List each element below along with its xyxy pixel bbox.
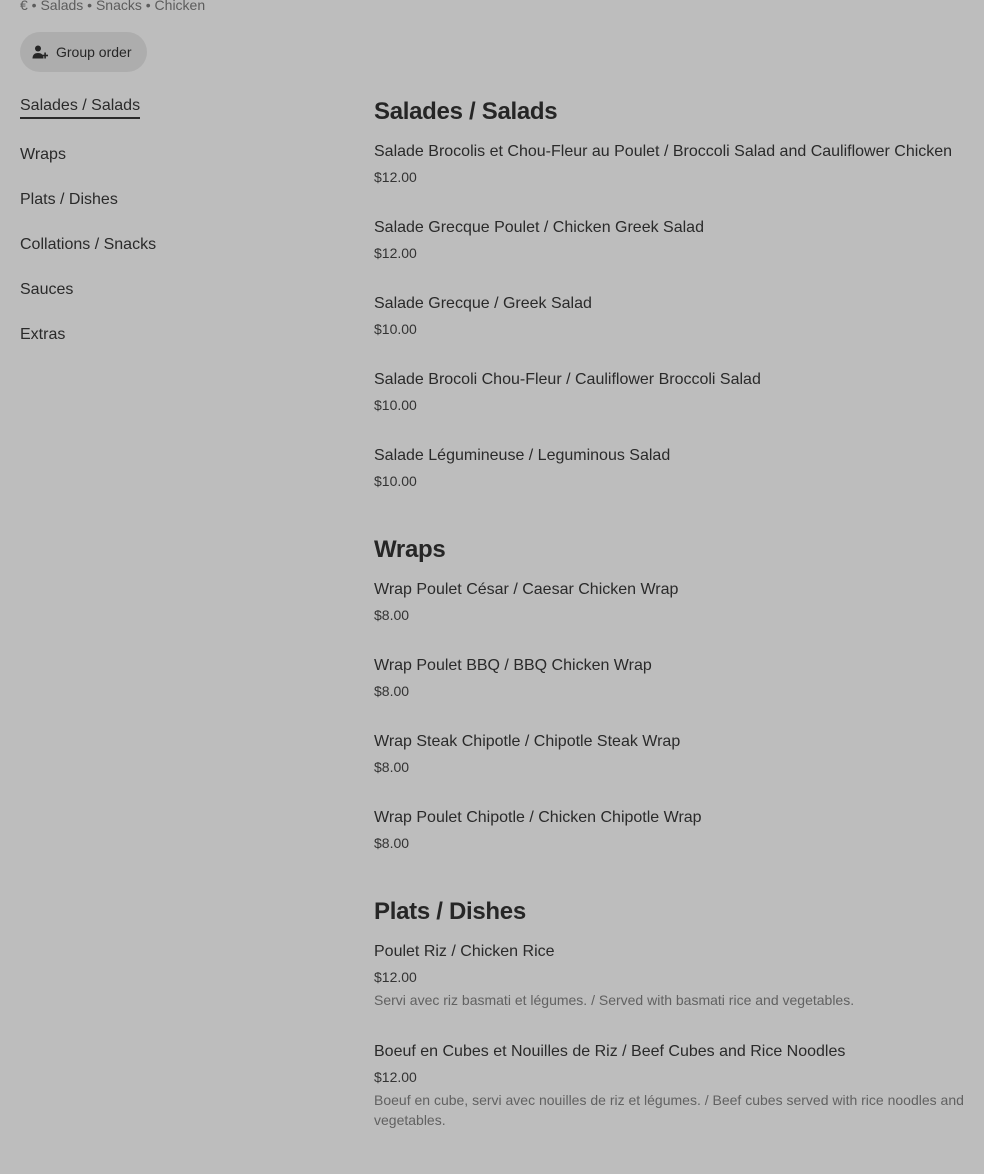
item-name: Wrap Poulet Chipotle / Chicken Chipotle Wrap	[374, 809, 702, 826]
menu-item[interactable]	[374, 294, 964, 338]
menu-item[interactable]	[374, 656, 964, 700]
item-description: Servi avec riz basmati et légumes. / Served with basmati rice and vegetables.	[374, 992, 855, 1008]
item-price: $10.00	[374, 397, 417, 413]
item-name: Salade Brocoli Chou-Fleur / Cauliflower Broccoli Salad	[374, 371, 761, 388]
menu-section-wraps	[374, 534, 964, 852]
menu-item[interactable]	[374, 446, 964, 490]
group-order-label: Group order	[56, 44, 132, 60]
menu-section-dishes	[374, 896, 964, 1130]
item-description: Boeuf en cube, servi avec nouilles de riz et légumes. / Beef cubes served with rice noodles and vegetables.	[374, 1092, 964, 1128]
nav-item-sauces[interactable]	[20, 280, 320, 301]
item-name: Salade Légumineuse / Leguminous Salad	[374, 447, 671, 464]
category-nav	[20, 96, 320, 370]
menu-section-salads	[374, 96, 964, 490]
nav-item-salads[interactable]	[20, 96, 320, 119]
item-price: $10.00	[374, 473, 417, 489]
item-price: $12.00	[374, 169, 417, 185]
item-name: Salade Brocolis et Chou-Fleur au Poulet / Broccoli Salad and Cauliflower Chicken	[374, 143, 953, 160]
menu-list	[374, 96, 964, 1174]
store-tags: € • Salads • Snacks • Chicken	[20, 0, 206, 13]
nav-item-dishes[interactable]	[20, 190, 320, 211]
section-title: Salades / Salads	[374, 98, 558, 125]
nav-item-extras[interactable]	[20, 325, 320, 346]
item-price: $8.00	[374, 759, 410, 775]
item-name: Salade Grecque / Greek Salad	[374, 295, 592, 312]
menu-item[interactable]	[374, 1042, 964, 1130]
section-title: Wraps	[374, 536, 446, 563]
item-price: $8.00	[374, 607, 410, 623]
nav-item-label: Salades / Salads	[20, 96, 140, 119]
nav-item-label: Sauces	[20, 281, 74, 298]
menu-item[interactable]	[374, 732, 964, 776]
group-order-button[interactable]	[20, 32, 147, 72]
add-person-icon	[32, 44, 48, 60]
item-name: Boeuf en Cubes et Nouilles de Riz / Beef Cubes and Rice Noodles	[374, 1043, 846, 1060]
nav-item-snacks[interactable]	[20, 235, 320, 256]
menu-item[interactable]	[374, 580, 964, 624]
item-price: $10.00	[374, 321, 417, 337]
item-name: Wrap Steak Chipotle / Chipotle Steak Wrap	[374, 733, 681, 750]
item-price: $12.00	[374, 245, 417, 261]
menu-item[interactable]	[374, 942, 964, 1010]
item-price: $8.00	[374, 683, 410, 699]
item-name: Wrap Poulet César / Caesar Chicken Wrap	[374, 581, 679, 598]
item-price: $12.00	[374, 969, 417, 985]
item-price: $12.00	[374, 1069, 417, 1085]
menu-item[interactable]	[374, 218, 964, 262]
item-name: Poulet Riz / Chicken Rice	[374, 943, 555, 960]
section-title: Plats / Dishes	[374, 898, 526, 925]
menu-item[interactable]	[374, 808, 964, 852]
nav-item-label: Collations / Snacks	[20, 236, 157, 253]
nav-item-label: Plats / Dishes	[20, 191, 118, 208]
nav-item-label: Wraps	[20, 146, 66, 163]
item-name: Salade Grecque Poulet / Chicken Greek Salad	[374, 219, 704, 236]
menu-item[interactable]	[374, 142, 964, 186]
nav-item-label: Extras	[20, 326, 66, 343]
item-price: $8.00	[374, 835, 410, 851]
nav-item-wraps[interactable]	[20, 145, 320, 166]
item-name: Wrap Poulet BBQ / BBQ Chicken Wrap	[374, 657, 652, 674]
menu-item[interactable]	[374, 370, 964, 414]
